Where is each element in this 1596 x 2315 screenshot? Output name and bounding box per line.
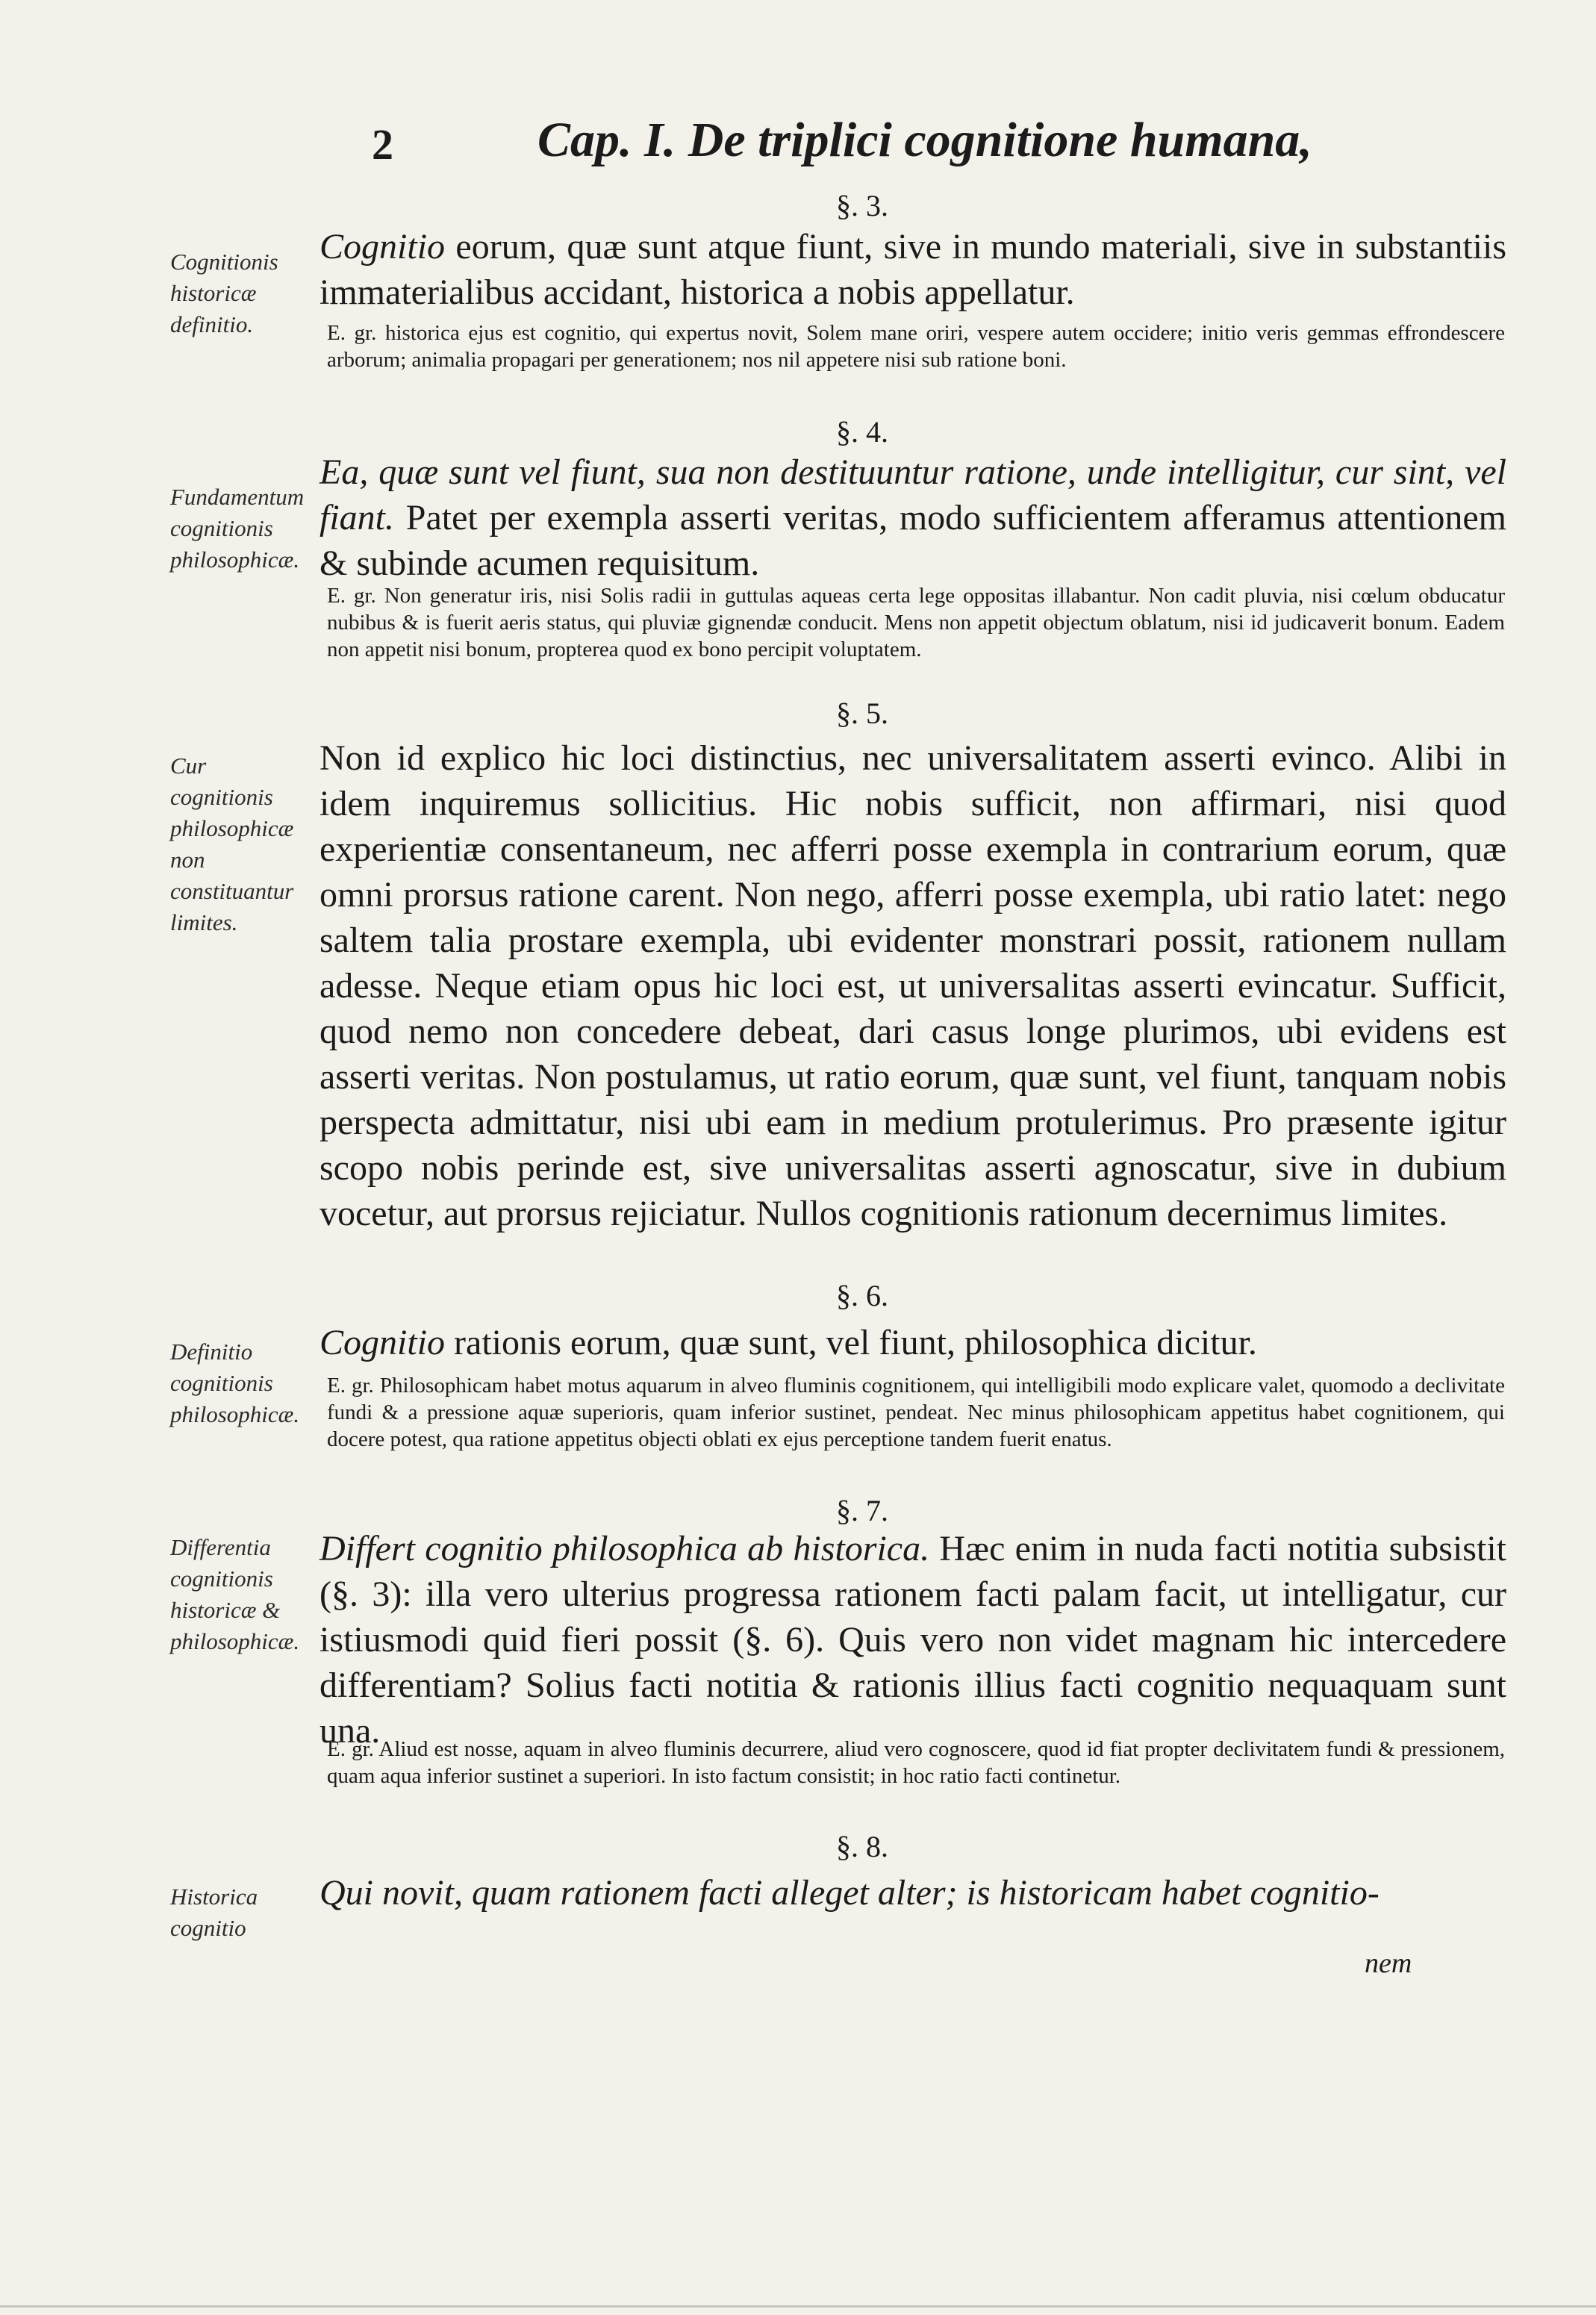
section-6-text [319, 1320, 1506, 1365]
section-6-lead: Cognitio [319, 1323, 446, 1362]
margin-note-3: Cur cognitionis philosophicæ non constituantur limites. [170, 753, 294, 935]
margin-note-1: Cognitionis historicæ definitio. [170, 249, 278, 337]
section-label-4: §. 4. [836, 415, 888, 449]
margin-note-4: Definitio cognitionis philosophicæ. [170, 1339, 300, 1427]
section-4-body: Patet per exempla asserti veritas, modo sufficientem afferamus attentionem & subinde acumen requisitum. [319, 498, 1506, 583]
section-6-body: rationis eorum, quæ sunt, vel fiunt, philosophica dicitur. [445, 1323, 1257, 1362]
section-8-text [319, 1870, 1506, 1916]
section-3-text [319, 224, 1506, 315]
section-6-note: E. gr. Philosophicam habet motus aquarum in alveo fluminis cognitionem, qui intelligibili modo explicare valet, quomodo a declivitate fundi & a pressione aquæ superioris, quam inferior sustinet, pendeat. Nec minus philosophicam appetitus habet cognitionem, qui docere potest, qua ratione appetitus objecti oblati ex ejus perceptione tandem fuerit enatus. [327, 1374, 1505, 1451]
section-7-lead: Differt cognitio philosophica ab historica. [319, 1529, 930, 1568]
section-7-note: E. gr. Aliud est nosse, aquam in alveo fluminis decurrere, aliud vero cognoscere, quod id fiat propter declivitatem fundi & pressionem, quam aqua inferior sustinet a superiori. In isto factum consistit; in hoc ratio facti continetur. [327, 1737, 1505, 1788]
section-4-note: E. gr. Non generatur iris, nisi Solis radii in guttulas aqueas certa lege oppositas illabantur. Non cadit pluvia, nisi cœlum obducatur nubibus & is fuerit aeris status, qui pluviæ gignendæ conducit. Mens non appetit objectum oblatum, nisi id judicaverit bonum. Eadem non appetit nisi bonum, propterea quod ex bono percipit voluptatem. [327, 584, 1505, 661]
section-5-text [319, 735, 1506, 1236]
section-label-7: §. 7. [836, 1494, 888, 1527]
section-7-body: Hæc enim in nuda facti notitia subsistit (§. 3): illa vero ulterius progressa rationem facti palam facit, ut intelligatur, cur istiusmodi quid fieri possit (§. 6). Quis vero non videt magnam hic intercedere differentiam? Solius facti notitia & rationis illius facti cognitio nequaquam sunt una. [319, 1529, 1506, 1751]
section-label-6: §. 6. [836, 1279, 888, 1312]
running-title: Cap. I. De triplici cognitione humana, [537, 113, 1312, 167]
margin-note-2: Fundamentum cognitionis philosophicæ. [170, 484, 305, 573]
section-5-body: Non id explico hic loci distinctius, nec universalitatem asserti evinco. Alibi in idem inquiremus sollicitius. Hic nobis sufficit, non affirmari, nisi quod experientiæ consentaneum, nec afferri posse exempla in contrarium eorum, quæ omni prorsus ratione carent. Non nego, afferri posse exempla, ubi ratio latet: nego saltem talia prostare exempla, ubi evidenter monstrari possit, rationem nullam adesse. Neque etiam opus hic loci est, ut universalitas asserti evincatur. Sufficit, quod nemo non concedere debeat, dari casus longe plurimos, ubi evidens est asserti veritas. Non postulamus, ut ratio eorum, quæ sunt, vel fiunt, tanquam nobis perspecta admittatur, nisi ubi eam in medium protulerimus. Pro præsente igitur scopo nobis perinde est, sive universalitas asserti agnoscatur, sive in dubium vocetur, aut prorsus rejiciatur. Nullos cognitionis rationum decernimus limites. [319, 738, 1506, 1233]
section-7-text [319, 1526, 1506, 1754]
section-label-3: §. 3. [836, 189, 888, 222]
section-label-5: §. 5. [836, 697, 888, 730]
section-8-lead: Qui novit, quam rationem facti alleget alter; is historicam habet cognitio- [319, 1873, 1380, 1913]
section-3-lead: Cognitio [319, 227, 446, 267]
margin-note-5: Differentia cognitionis historicæ & philosophicæ. [170, 1534, 300, 1654]
catchword: nem [1365, 1948, 1412, 1979]
section-4-text [319, 449, 1506, 586]
section-3-note: E. gr. historica ejus est cognitio, qui expertus novit, Solem mane oriri, vespere autem occidere; initio veris gemmas effrondescere arborum; animalia propagari per generationem; nos nil appetere nisi sub ratione boni. [327, 321, 1505, 372]
section-3-body: eorum, quæ sunt atque fiunt, sive in mundo materiali, sive in substantiis immaterialibus accidant, historica a nobis appellatur. [319, 227, 1506, 312]
page-number: 2 [372, 120, 393, 169]
margin-note-6: Historica cognitio [170, 1884, 258, 1941]
page-edge-divider [0, 2305, 1596, 2308]
section-4-lead: Ea, quæ sunt vel fiunt, sua non destituuntur ratione, unde intelligitur, cur sint, vel fiant. [319, 452, 1506, 538]
section-label-8: §. 8. [836, 1830, 888, 1863]
